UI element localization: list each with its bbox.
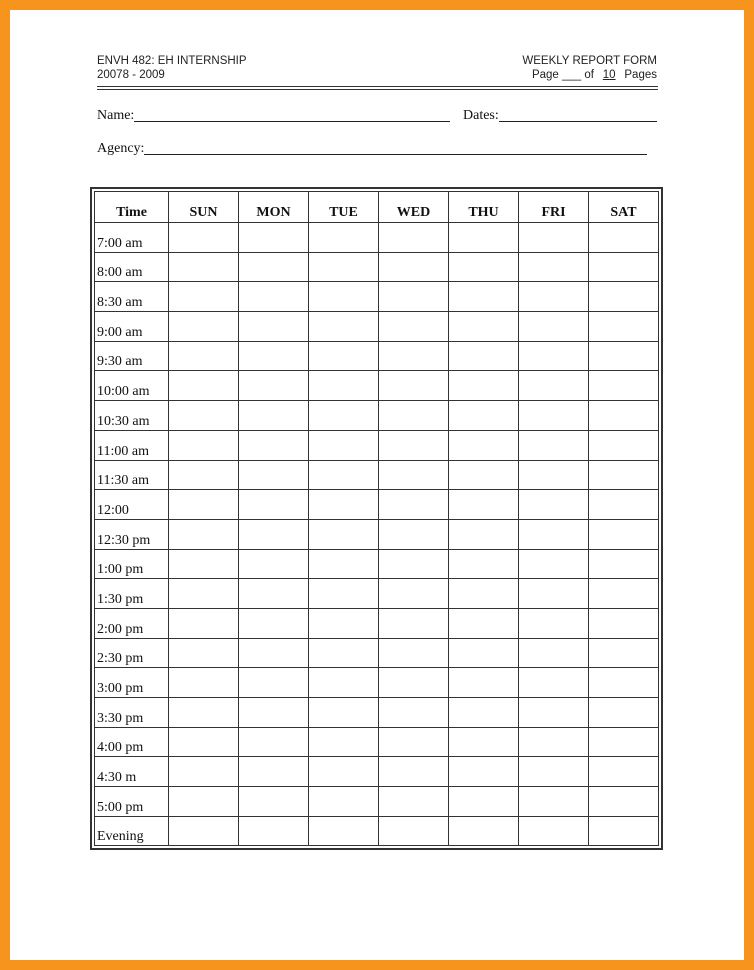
schedule-cell-wed[interactable] [379,252,449,282]
table-row [95,757,659,787]
time-slot-label: 4:30 m [95,757,169,787]
schedule-cell-sat[interactable] [589,312,659,342]
schedule-cell-thu[interactable] [449,490,519,520]
schedule-cell-fri[interactable] [519,519,589,549]
schedule-cell-thu[interactable] [449,223,519,253]
schedule-cell-thu[interactable] [449,608,519,638]
time-slot-label: 1:30 pm [95,579,169,609]
schedule-cell-fri[interactable] [519,727,589,757]
schedule-cell-mon[interactable] [239,816,309,846]
table-row [95,401,659,431]
schedule-cell-wed[interactable] [379,787,449,817]
time-slot-label: 11:00 am [95,430,169,460]
schedule-cell-thu[interactable] [449,282,519,312]
schedule-cell-sun[interactable] [169,490,239,520]
schedule-cell-sun[interactable] [169,460,239,490]
schedule-cell-mon[interactable] [239,579,309,609]
schedule-cell-fri[interactable] [519,638,589,668]
schedule-cell-fri[interactable] [519,341,589,371]
time-slot-label: 5:00 pm [95,787,169,817]
time-slot-label: 11:30 am [95,460,169,490]
schedule-cell-sun[interactable] [169,638,239,668]
schedule-cell-sun[interactable] [169,401,239,431]
schedule-cell-tue[interactable] [309,727,379,757]
schedule-cell-mon[interactable] [239,371,309,401]
schedule-cell-fri[interactable] [519,608,589,638]
time-slot-label: 3:00 pm [95,668,169,698]
time-slot-label: 2:00 pm [95,608,169,638]
schedule-cell-sat[interactable] [589,579,659,609]
schedule-cell-fri[interactable] [519,223,589,253]
schedule-cell-mon[interactable] [239,223,309,253]
day-header-sun: SUN [169,192,239,223]
pages-label: Pages [624,69,657,81]
schedule-cell-mon[interactable] [239,549,309,579]
page-total: 10 [602,69,616,81]
schedule-cell-fri[interactable] [519,816,589,846]
schedule-cell-thu[interactable] [449,252,519,282]
schedule-cell-fri[interactable] [519,787,589,817]
schedule-cell-sun[interactable] [169,608,239,638]
table-row [95,638,659,668]
time-slot-label: 3:30 pm [95,698,169,728]
schedule-cell-sat[interactable] [589,608,659,638]
schedule-cell-sat[interactable] [589,430,659,460]
header-right [522,54,657,82]
schedule-cell-sat[interactable] [589,816,659,846]
schedule-cell-tue[interactable] [309,638,379,668]
schedule-cell-mon[interactable] [239,608,309,638]
schedule-cell-thu[interactable] [449,727,519,757]
dates-field [463,108,657,124]
dates-label: Dates: [463,108,499,123]
table-row [95,549,659,579]
schedule-cell-wed[interactable] [379,757,449,787]
table-row [95,490,659,520]
schedule-cell-wed[interactable] [379,519,449,549]
table-row [95,579,659,609]
schedule-cell-thu[interactable] [449,816,519,846]
table-row [95,252,659,282]
schedule-cell-fri[interactable] [519,430,589,460]
schedule-cell-tue[interactable] [309,282,379,312]
schedule-cell-mon[interactable] [239,757,309,787]
table-row [95,341,659,371]
of-label: of [584,69,594,81]
day-header-thu: THU [449,192,519,223]
schedule-cell-thu[interactable] [449,698,519,728]
header-rule-top [97,86,658,87]
time-slot-label: 2:30 pm [95,638,169,668]
day-header-sat: SAT [589,192,659,223]
time-slot-label: 9:30 am [95,341,169,371]
form-title: WEEKLY REPORT FORM [522,55,657,67]
schedule-cell-tue[interactable] [309,787,379,817]
schedule-cell-sun[interactable] [169,727,239,757]
schedule-cell-wed[interactable] [379,371,449,401]
schedule-cell-tue[interactable] [309,668,379,698]
schedule-cell-mon[interactable] [239,787,309,817]
course-title: ENVH 482: EH INTERNSHIP [97,55,247,67]
schedule-cell-mon[interactable] [239,519,309,549]
schedule-cell-tue[interactable] [309,490,379,520]
schedule-cell-fri[interactable] [519,579,589,609]
schedule-cell-wed[interactable] [379,223,449,253]
schedule-cell-sat[interactable] [589,787,659,817]
day-header-fri: FRI [519,192,589,223]
schedule-cell-tue[interactable] [309,223,379,253]
schedule-cell-fri[interactable] [519,668,589,698]
time-slot-label: 1:00 pm [95,549,169,579]
table-row [95,698,659,728]
schedule-cell-sun[interactable] [169,698,239,728]
schedule-cell-wed[interactable] [379,312,449,342]
schedule-cell-mon[interactable] [239,727,309,757]
schedule-cell-sun[interactable] [169,252,239,282]
schedule-cell-sat[interactable] [589,401,659,431]
schedule-cell-sun[interactable] [169,519,239,549]
schedule-cell-thu[interactable] [449,371,519,401]
page-label: Page [531,69,559,81]
schedule-grid [94,191,659,846]
time-slot-label: 12:00 [95,490,169,520]
schedule-cell-wed[interactable] [379,816,449,846]
schedule-cell-thu[interactable] [449,668,519,698]
schedule-cell-wed[interactable] [379,638,449,668]
schedule-cell-sat[interactable] [589,757,659,787]
schedule-cell-tue[interactable] [309,401,379,431]
schedule-cell-wed[interactable] [379,341,449,371]
name-input-line[interactable] [134,120,450,122]
schedule-cell-mon[interactable] [239,341,309,371]
table-row [95,460,659,490]
schedule-cell-tue[interactable] [309,252,379,282]
schedule-cell-thu[interactable] [449,460,519,490]
day-header-wed: WED [379,192,449,223]
schedule-cell-sat[interactable] [589,519,659,549]
time-slot-label: Evening [95,816,169,846]
table-row [95,223,659,253]
schedule-cell-tue[interactable] [309,816,379,846]
schedule-cell-mon[interactable] [239,430,309,460]
schedule-cell-thu[interactable] [449,638,519,668]
schedule-cell-tue[interactable] [309,460,379,490]
schedule-cell-tue[interactable] [309,341,379,371]
schedule-cell-mon[interactable] [239,312,309,342]
time-slot-label: 4:00 pm [95,727,169,757]
schedule-cell-fri[interactable] [519,490,589,520]
schedule-cell-sat[interactable] [589,341,659,371]
schedule-cell-sat[interactable] [589,371,659,401]
table-row [95,816,659,846]
schedule-cell-thu[interactable] [449,549,519,579]
schedule-grid-frame [90,187,663,850]
schedule-cell-wed[interactable] [379,549,449,579]
schedule-cell-sat[interactable] [589,549,659,579]
schedule-cell-mon[interactable] [239,282,309,312]
schedule-cell-fri[interactable] [519,698,589,728]
schedule-cell-thu[interactable] [449,430,519,460]
schedule-cell-wed[interactable] [379,401,449,431]
time-column-header: Time [95,192,169,223]
agency-input-line[interactable] [144,153,647,155]
schedule-cell-tue[interactable] [309,549,379,579]
table-row [95,371,659,401]
schedule-cell-mon[interactable] [239,401,309,431]
header-left [97,54,247,82]
page-number-blank[interactable]: ___ [562,69,582,81]
header-rule-bottom [97,89,658,90]
table-row [95,787,659,817]
schedule-cell-thu[interactable] [449,401,519,431]
schedule-cell-sun[interactable] [169,430,239,460]
table-row [95,727,659,757]
table-row [95,282,659,312]
schedule-cell-sun[interactable] [169,579,239,609]
schedule-cell-sun[interactable] [169,371,239,401]
schedule-cell-sun[interactable] [169,223,239,253]
schedule-cell-sun[interactable] [169,282,239,312]
schedule-cell-tue[interactable] [309,608,379,638]
academic-year: 20078 - 2009 [97,69,165,81]
schedule-cell-sun[interactable] [169,816,239,846]
schedule-cell-sat[interactable] [589,727,659,757]
agency-label: Agency: [97,141,145,156]
table-row [95,312,659,342]
table-row [95,519,659,549]
schedule-cell-sat[interactable] [589,668,659,698]
time-slot-label: 8:30 am [95,282,169,312]
day-header-mon: MON [239,192,309,223]
schedule-cell-thu[interactable] [449,787,519,817]
schedule-cell-tue[interactable] [309,579,379,609]
schedule-cell-fri[interactable] [519,252,589,282]
schedule-cell-wed[interactable] [379,668,449,698]
schedule-cell-sat[interactable] [589,282,659,312]
schedule-cell-thu[interactable] [449,341,519,371]
grid-header-row [95,192,659,223]
schedule-cell-mon[interactable] [239,638,309,668]
schedule-cell-wed[interactable] [379,698,449,728]
agency-field [97,141,647,157]
schedule-cell-thu[interactable] [449,312,519,342]
schedule-cell-fri[interactable] [519,282,589,312]
time-slot-label: 12:30 pm [95,519,169,549]
schedule-cell-sat[interactable] [589,460,659,490]
schedule-cell-sat[interactable] [589,223,659,253]
schedule-cell-wed[interactable] [379,727,449,757]
table-row [95,608,659,638]
schedule-cell-fri[interactable] [519,757,589,787]
schedule-cell-fri[interactable] [519,460,589,490]
schedule-cell-thu[interactable] [449,579,519,609]
schedule-cell-sat[interactable] [589,638,659,668]
table-row [95,430,659,460]
schedule-cell-tue[interactable] [309,757,379,787]
schedule-cell-mon[interactable] [239,668,309,698]
day-header-tue: TUE [309,192,379,223]
time-slot-label: 10:00 am [95,371,169,401]
schedule-cell-fri[interactable] [519,401,589,431]
time-slot-label: 7:00 am [95,223,169,253]
time-slot-label: 8:00 am [95,252,169,282]
time-slot-label: 9:00 am [95,312,169,342]
schedule-cell-fri[interactable] [519,371,589,401]
schedule-cell-fri[interactable] [519,312,589,342]
schedule-cell-wed[interactable] [379,430,449,460]
schedule-cell-sat[interactable] [589,252,659,282]
schedule-cell-tue[interactable] [309,519,379,549]
schedule-cell-thu[interactable] [449,757,519,787]
page-count [522,68,657,82]
schedule-cell-tue[interactable] [309,430,379,460]
schedule-cell-sun[interactable] [169,549,239,579]
schedule-cell-sun[interactable] [169,668,239,698]
schedule-cell-mon[interactable] [239,460,309,490]
time-slot-label: 10:30 am [95,401,169,431]
name-label: Name: [97,108,135,123]
schedule-cell-wed[interactable] [379,282,449,312]
schedule-cell-fri[interactable] [519,549,589,579]
schedule-cell-sun[interactable] [169,312,239,342]
schedule-cell-mon[interactable] [239,698,309,728]
schedule-cell-sat[interactable] [589,490,659,520]
schedule-cell-mon[interactable] [239,490,309,520]
schedule-cell-sun[interactable] [169,341,239,371]
schedule-cell-sun[interactable] [169,787,239,817]
schedule-cell-wed[interactable] [379,579,449,609]
table-row [95,668,659,698]
schedule-cell-tue[interactable] [309,312,379,342]
schedule-cell-thu[interactable] [449,519,519,549]
schedule-cell-mon[interactable] [239,252,309,282]
schedule-cell-tue[interactable] [309,371,379,401]
report-page [10,10,744,960]
schedule-cell-wed[interactable] [379,608,449,638]
schedule-cell-sat[interactable] [589,698,659,728]
name-field [97,108,450,124]
schedule-cell-sun[interactable] [169,757,239,787]
dates-input-line[interactable] [499,120,657,122]
schedule-cell-tue[interactable] [309,698,379,728]
schedule-cell-wed[interactable] [379,460,449,490]
schedule-cell-wed[interactable] [379,490,449,520]
